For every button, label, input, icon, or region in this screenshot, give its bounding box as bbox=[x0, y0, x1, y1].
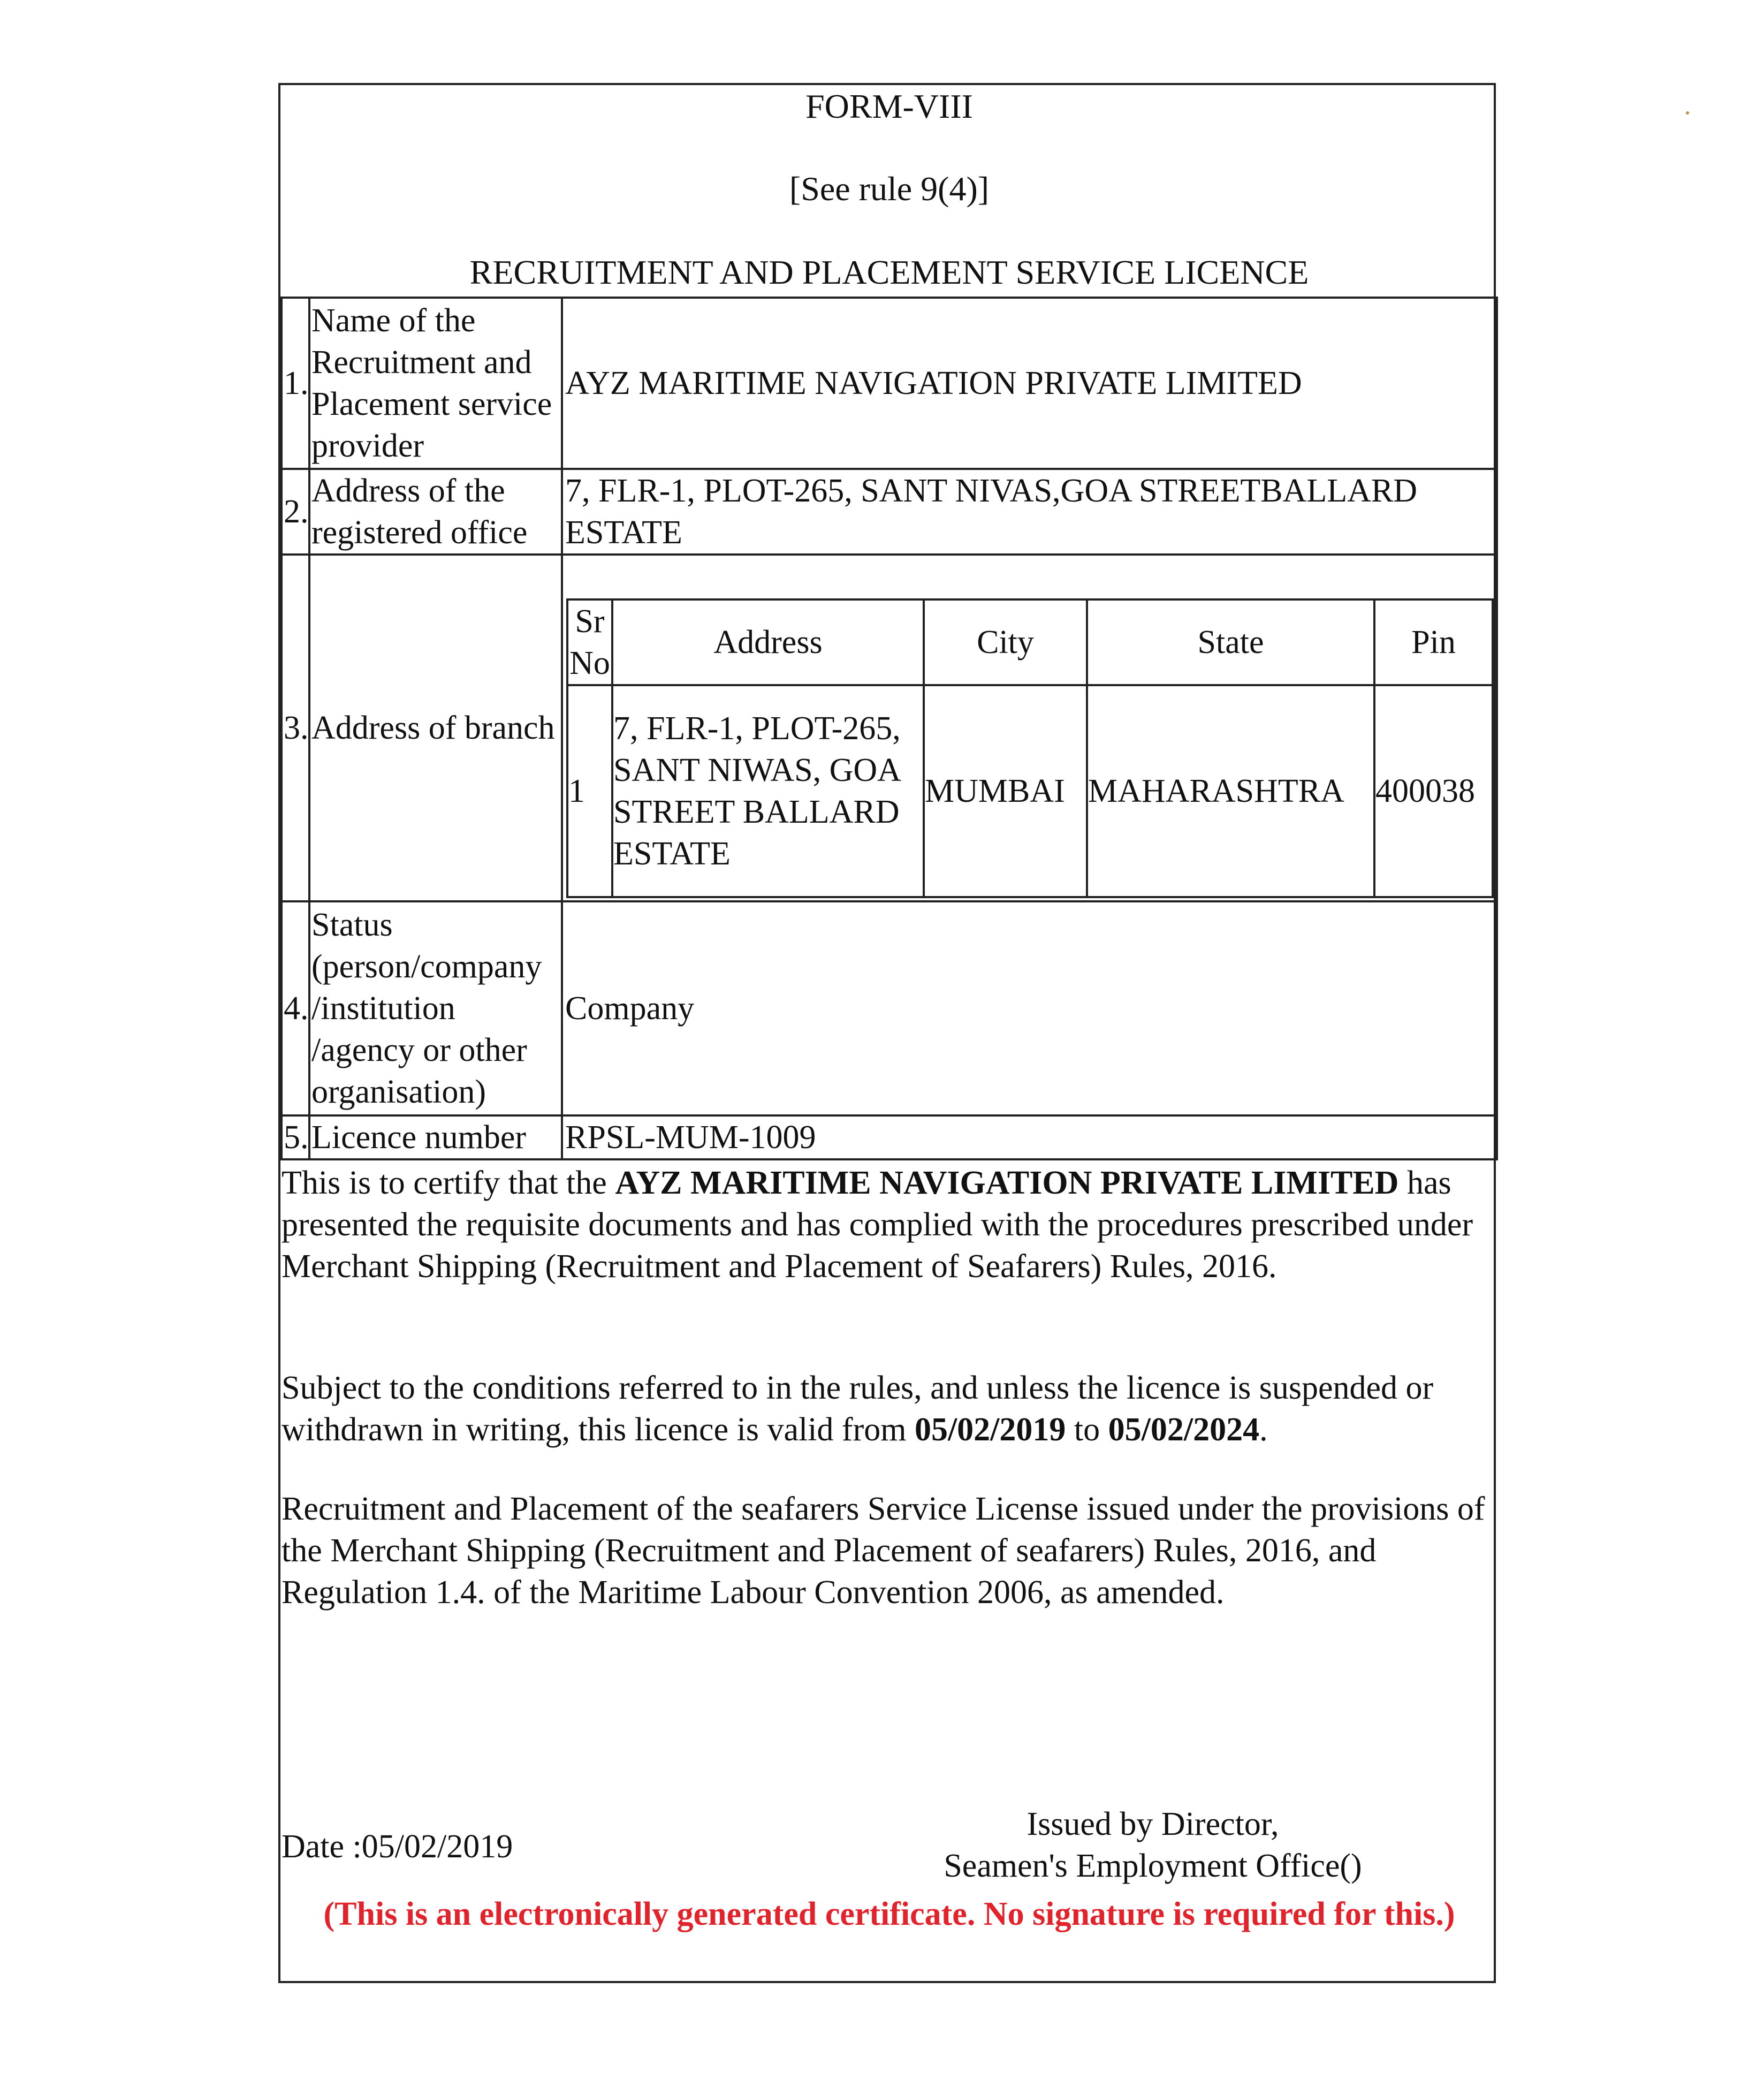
branch-sr: 1 bbox=[567, 685, 612, 897]
row-number: 2. bbox=[282, 469, 309, 555]
certified-company: AYZ MARITIME NAVIGATION PRIVATE LIMITED bbox=[615, 1165, 1399, 1201]
rule-reference: [See rule 9(4)] bbox=[789, 170, 990, 208]
branch-address: 7, FLR-1, PLOT-265, SANT NIWAS, GOA STREET BALLARD ESTATE bbox=[612, 685, 924, 897]
row-number: 1. bbox=[282, 298, 309, 469]
validity-paragraph bbox=[280, 1367, 1499, 1451]
header-sr-no: Sr No bbox=[567, 599, 612, 685]
licence-heading: RECRUITMENT AND PLACEMENT SERVICE LICENCE bbox=[469, 253, 1309, 291]
branch-table bbox=[566, 598, 1494, 898]
row-status bbox=[282, 901, 1497, 1115]
row-label: Address of branch bbox=[309, 555, 562, 901]
row-number: 3. bbox=[282, 555, 309, 901]
validity-middle: to bbox=[1066, 1411, 1108, 1448]
certify-paragraph bbox=[280, 1162, 1499, 1287]
header-state: State bbox=[1087, 599, 1374, 685]
branch-state: MAHARASHTRA bbox=[1087, 685, 1374, 897]
validity-prefix: Subject to the conditions referred to in the rules, and unless the licence is suspended or withdrawn in writing, this licence is valid from bbox=[282, 1370, 1434, 1448]
header-pin: Pin bbox=[1374, 599, 1493, 685]
certify-prefix: This is to certify that the bbox=[282, 1165, 615, 1201]
row-registered-office bbox=[282, 469, 1497, 555]
branch-pin: 400038 bbox=[1374, 685, 1493, 897]
valid-from-date: 05/02/2019 bbox=[914, 1411, 1066, 1448]
issued-by: Issued by Director, bbox=[1027, 1806, 1279, 1842]
validity-end: . bbox=[1259, 1411, 1268, 1448]
branch-city: MUMBAI bbox=[924, 685, 1087, 897]
status-value: Company bbox=[562, 901, 1497, 1115]
valid-to-date: 05/02/2024 bbox=[1108, 1411, 1260, 1448]
row-label: Licence number bbox=[309, 1115, 562, 1159]
branch-row bbox=[567, 685, 1493, 897]
row-branch-address bbox=[282, 555, 1497, 901]
row-number: 5. bbox=[282, 1115, 309, 1159]
provider-name-value: AYZ MARITIME NAVIGATION PRIVATE LIMITED bbox=[562, 298, 1497, 469]
header-city: City bbox=[924, 599, 1087, 685]
row-provider-name bbox=[282, 298, 1497, 469]
scan-speck bbox=[1686, 111, 1689, 115]
form-title: FORM-VIII bbox=[805, 87, 973, 125]
row-licence-number bbox=[282, 1115, 1497, 1159]
branch-header-row bbox=[567, 599, 1493, 685]
licence-details-table bbox=[280, 297, 1498, 1160]
row-label: Address of the registered office bbox=[309, 469, 562, 555]
row-number: 4. bbox=[282, 901, 309, 1115]
branch-cell bbox=[562, 555, 1497, 901]
issue-date: Date :05/02/2019 bbox=[282, 1828, 513, 1865]
licence-number-value: RPSL-MUM-1009 bbox=[562, 1115, 1497, 1159]
row-label: Name of the Recruitment and Placement service provider bbox=[309, 298, 562, 469]
row-label: Status (person/company /institution /agency or other organisation) bbox=[309, 901, 562, 1115]
registered-office-value: 7, FLR-1, PLOT-265, SANT NIVAS,GOA STREETBALLARD ESTATE bbox=[562, 469, 1497, 555]
regulation-paragraph: Recruitment and Placement of the seafarers Service License issued under the provisions of the Merchant Shipping (Recruitment and Placement of seafarers) Rules, 2016, and Regulation 1.4. of the Maritime Labour Convention 2006, as amended. bbox=[282, 1491, 1485, 1611]
issuing-office: Seamen's Employment Office() bbox=[944, 1848, 1362, 1884]
licence-form bbox=[278, 83, 1496, 1983]
electronic-certificate-notice: (This is an electronically generated certificate. No signature is required for this.) bbox=[323, 1896, 1455, 1932]
certify-suffix: has presented the requisite documents and has complied with the procedures prescribed under Merchant Shipping (Recruitment and Placement of Seafarers) Rules, 2016. bbox=[282, 1165, 1473, 1285]
header-address: Address bbox=[612, 599, 924, 685]
